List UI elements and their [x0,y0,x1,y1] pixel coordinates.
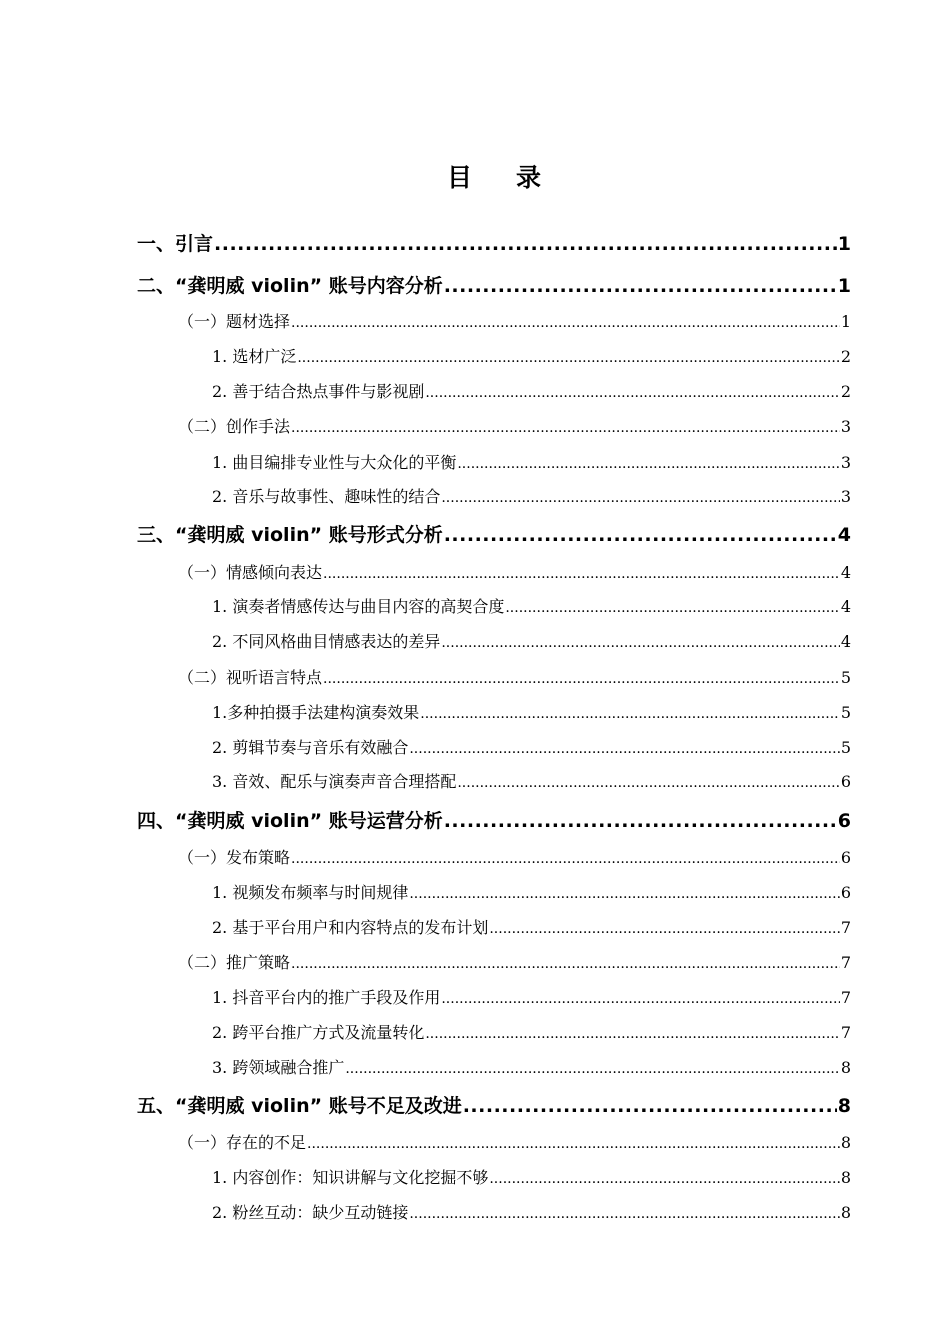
toc-entry-page-number: 3 [840,453,851,472]
toc-entry-level-3[interactable] [212,450,851,472]
toc-entry-level-3[interactable] [212,344,851,366]
toc-entry-title: （二）视听语言特点 [178,668,323,687]
dot-leader [409,886,839,902]
toc-entry-page-number: 7 [840,953,851,972]
toc-entry-level-3[interactable] [212,880,851,902]
toc-entry-page-number: 3 [840,487,851,506]
toc-entry-title: （二）创作手法 [178,417,291,436]
toc-entry-title: （一）发布策略 [178,848,291,867]
toc-entry-title: 2. 音乐与故事性、趣味性的结合 [212,487,441,506]
toc-entry-title: （一）存在的不足 [178,1133,307,1152]
dot-leader [409,741,839,757]
toc-entry-level-3[interactable] [212,594,851,616]
toc-entry-page-number: 7 [840,1023,851,1042]
toc-entry-level-3[interactable] [212,735,851,757]
dot-leader [425,1026,839,1042]
dot-leader [291,956,840,972]
toc-entry-page-number: 8 [840,1058,851,1077]
toc-entry-level-3[interactable] [212,985,851,1007]
dot-leader [489,1171,839,1187]
toc-entry-page-number: 1 [837,233,851,255]
toc-entry-level-2[interactable] [178,1130,851,1152]
toc-entry-page-number: 6 [840,883,851,902]
toc-entry-title: 二、“龚明威 violin” 账号内容分析 [137,275,443,297]
toc-entry-level-1[interactable] [137,520,851,544]
toc-entry-level-3[interactable] [212,1055,851,1077]
toc-entry-title: 三、“龚明威 violin” 账号形式分析 [137,524,443,546]
toc-entry-title: 1. 曲目编排专业性与大众化的平衡 [212,453,457,472]
toc-entry-page-number: 7 [840,918,851,937]
toc-entry-title: 1. 选材广泛 [212,347,297,366]
toc-entry-page-number: 3 [840,417,851,436]
dot-leader [214,233,837,255]
toc-entry-page-number: 5 [840,738,851,757]
toc-entry-page-number: 8 [840,1203,851,1222]
toc-entry-level-3[interactable] [212,379,851,401]
toc-entry-title: 1. 抖音平台内的推广手段及作用 [212,988,441,1007]
toc-entry-title: 1. 内容创作：知识讲解与文化挖掘不够 [212,1168,489,1187]
dot-leader [463,1095,837,1117]
toc-entry-page-number: 4 [840,632,851,651]
dot-leader [457,775,839,791]
dot-leader [489,921,839,937]
dot-leader [420,706,840,722]
toc-entry-title: 2. 不同风格曲目情感表达的差异 [212,632,441,651]
dot-leader [505,600,839,616]
toc-entry-page-number: 6 [837,810,851,832]
toc-entry-level-2[interactable] [178,845,851,867]
toc-entry-title: 四、“龚明威 violin” 账号运营分析 [137,810,443,832]
toc-entry-title: 2. 剪辑节奏与音乐有效融合 [212,738,409,757]
toc-entry-level-3[interactable] [212,700,851,722]
dot-leader [409,1206,839,1222]
toc-entry-level-2[interactable] [178,665,851,687]
toc-entry-level-3[interactable] [212,484,851,506]
toc-entry-page-number: 7 [840,988,851,1007]
dot-leader [425,385,839,401]
toc-entry-title: （一）情感倾向表达 [178,563,323,582]
toc-entry-level-1[interactable] [137,806,851,830]
dot-leader [307,1136,840,1152]
toc-entry-title: 3. 音效、配乐与演奏声音合理搭配 [212,772,457,791]
dot-leader [345,1061,839,1077]
toc-entry-page-number: 5 [840,703,851,722]
toc-entry-page-number: 6 [840,848,851,867]
toc-entry-title: （二）推广策略 [178,953,291,972]
toc-entry-level-3[interactable] [212,915,851,937]
toc-entry-page-number: 8 [840,1168,851,1187]
toc-entry-page-number: 2 [840,347,851,366]
toc-title-char-2: 录 [516,163,544,192]
toc-title [0,158,950,194]
dot-leader [444,275,837,297]
dot-leader [297,350,839,366]
toc-entry-title: 3. 跨领域融合推广 [212,1058,345,1077]
toc-entry-level-1[interactable] [137,229,851,253]
toc-entry-title: 1.多种拍摄手法建构演奏效果 [212,703,420,722]
toc-entry-title: 2. 基于平台用户和内容特点的发布计划 [212,918,489,937]
toc-entry-level-1[interactable] [137,1091,851,1115]
toc-entry-title: 2. 跨平台推广方式及流量转化 [212,1023,425,1042]
toc-entry-level-2[interactable] [178,560,851,582]
dot-leader [444,810,837,832]
toc-entry-level-1[interactable] [137,271,851,295]
dot-leader [441,991,839,1007]
toc-entry-title: 1. 演奏者情感传达与曲目内容的高契合度 [212,597,505,616]
toc-entry-title: 2. 粉丝互动：缺少互动链接 [212,1203,409,1222]
toc-entry-title: 2. 善于结合热点事件与影视剧 [212,382,425,401]
toc-title-char-1: 目 [446,163,474,192]
dot-leader [444,524,837,546]
toc-entry-level-2[interactable] [178,950,851,972]
dot-leader [323,566,840,582]
toc-entry-level-3[interactable] [212,1200,851,1222]
toc-entry-level-3[interactable] [212,1020,851,1042]
toc-entry-page-number: 4 [840,597,851,616]
dot-leader [291,315,840,331]
toc-entry-level-3[interactable] [212,769,851,791]
dot-leader [457,456,839,472]
dot-leader [441,635,839,651]
toc-entry-page-number: 8 [840,1133,851,1152]
toc-entry-title: 五、“龚明威 violin” 账号不足及改进 [137,1095,462,1117]
toc-entry-level-2[interactable] [178,414,851,436]
toc-entry-page-number: 4 [837,524,851,546]
toc-entry-title: 一、引言 [137,233,214,255]
toc-entry-page-number: 8 [837,1095,851,1117]
toc-entry-title: 1. 视频发布频率与时间规律 [212,883,409,902]
toc-entry-level-3[interactable] [212,1165,851,1187]
toc-entry-page-number: 6 [840,772,851,791]
toc-entry-page-number: 5 [840,668,851,687]
toc-entry-level-3[interactable] [212,629,851,651]
toc-entry-page-number: 1 [840,312,851,331]
toc-entry-page-number: 1 [837,275,851,297]
dot-leader [441,490,839,506]
dot-leader [291,851,840,867]
toc-entry-title: （一）题材选择 [178,312,291,331]
toc-entry-page-number: 2 [840,382,851,401]
dot-leader [291,420,840,436]
toc-entry-page-number: 4 [840,563,851,582]
toc-entry-level-2[interactable] [178,309,851,331]
dot-leader [323,671,840,687]
